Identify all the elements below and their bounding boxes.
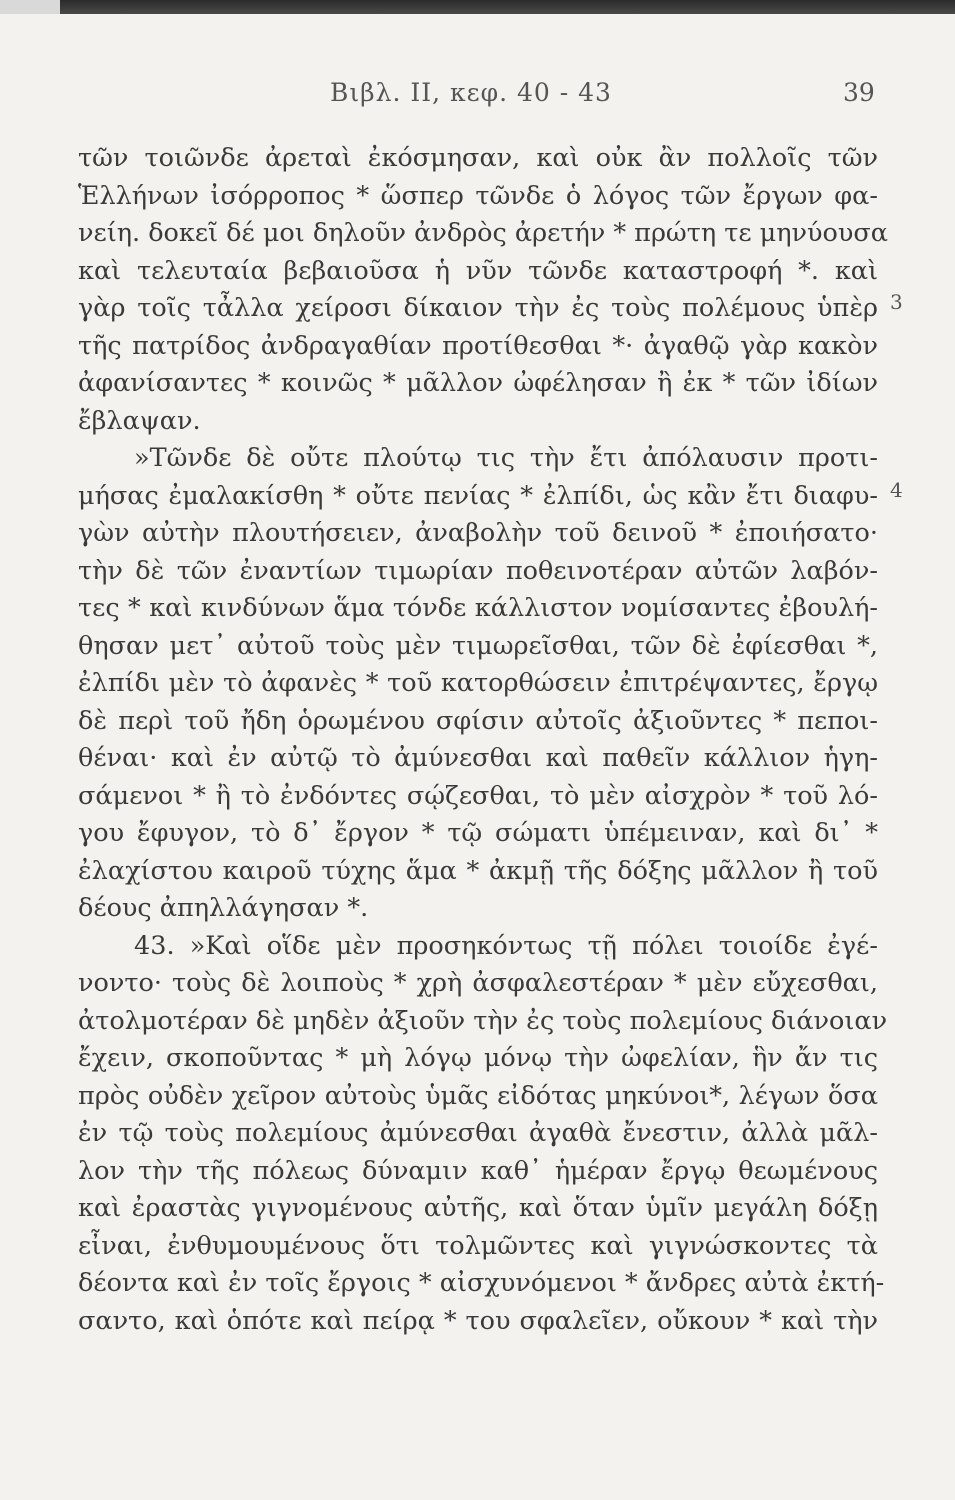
text-line: τες * καὶ κινδύνων ἅμα τόνδε κάλλιστον νομίσαντες ἐβουλή- (78, 593, 878, 623)
margin-section-number: 3 (890, 290, 903, 314)
text-line: ἐλαχίστου καιροῦ τύχης ἅμα * ἀκμῇ τῆς δόξης μᾶλλον ἢ τοῦ (78, 855, 878, 886)
text-line: ἔχειν, σκοποῦντας * μὴ λόγῳ μόνῳ τὴν ὠφελίαν, ἣν ἄν τις (78, 1043, 878, 1073)
text-line: πρὸς οὐδὲν χεῖρον αὐτοὺς ὑμᾶς εἰδότας μηκύνοι*, λέγων ὅσα (78, 1080, 878, 1111)
text-line: ἔβλαψαν. (78, 405, 201, 436)
text-line: τῶν τοιῶνδε ἀρεταὶ ἐκόσμησαν, καὶ οὐκ ἂν πολλοῖς τῶν (78, 143, 878, 173)
text-line: 43. »Καὶ οἵδε μὲν προσηκόντως τῇ πόλει τοιοίδε ἐγέ- (134, 930, 878, 961)
text-line: καὶ ἐραστὰς γιγνομένους αὐτῆς, καὶ ὅταν ὑμῖν μεγάλη δόξῃ (78, 1193, 878, 1223)
text-line: δὲ περὶ τοῦ ἤδη ὁρωμένου σφίσιν αὐτοῖς ἀξιοῦντες * πεποι- (78, 705, 878, 736)
margin-section-number: 4 (890, 478, 903, 502)
running-head: Βιβλ. ΙΙ, κεφ. 40 - 43 (330, 78, 612, 107)
page-number: 39 (843, 78, 875, 107)
text-line: ἐλπίδι μὲν τὸ ἀφανὲς * τοῦ κατορθώσειν ἐπιτρέψαντες, ἔργῳ (78, 668, 878, 698)
text-line: δέοντα καὶ ἐν τοῖς ἔργοις * αἰσχυνόμενοι * ἄνδρες αὐτὰ ἐκτή- (78, 1268, 885, 1298)
text-line: γὰρ τοῖς τἆλλα χείροσι δίκαιον τὴν ἐς τοὺς πολέμους ὑπὲρ (78, 293, 878, 323)
text-line: λον τὴν τῆς πόλεως δύναμιν καθ᾽ ἡμέραν ἔργῳ θεωμένους (78, 1155, 878, 1186)
text-line: θέναι· καὶ ἐν αὐτῷ τὸ ἀμύνεσθαι καὶ παθεῖν κάλλιον ἡγη- (78, 743, 878, 773)
text-line: γου ἔφυγον, τὸ δ᾽ ἔργον * τῷ σώματι ὑπέμειναν, καὶ δι᾽ * (78, 818, 878, 848)
text-line: τὴν δὲ τῶν ἐναντίων τιμωρίαν ποθεινοτέραν αὐτῶν λαβόν- (78, 555, 878, 586)
text-line: τῆς πατρίδος ἀνδραγαθίαν προτίθεσθαι *· ἀγαθῷ γὰρ κακὸν (78, 330, 878, 361)
text-line: »Τῶνδε δὲ οὔτε πλούτῳ τις τὴν ἔτι ἀπόλαυσιν προτι- (134, 443, 878, 473)
text-line: νείη. δοκεῖ δέ μοι δηλοῦν ἀνδρὸς ἀρετήν * πρώτη τε μηνύουσα (78, 218, 888, 248)
page-header (0, 78, 955, 112)
text-line: μήσας ἐμαλακίσθη * οὔτε πενίας * ἐλπίδι, ὡς κἂν ἔτι διαφυ- (78, 480, 878, 511)
scan-top-edge (0, 0, 955, 14)
text-line: σαντο, καὶ ὁπότε καὶ πείρᾳ * του σφαλεῖεν, οὔκουν * καὶ τὴν (78, 1305, 878, 1336)
text-line: θησαν μετ᾽ αὐτοῦ τοὺς μὲν τιμωρεῖσθαι, τῶν δὲ ἐφίεσθαι *, (78, 630, 878, 661)
text-line: εἶναι, ἐνθυμουμένους ὅτι τολμῶντες καὶ γιγνώσκοντες τὰ (78, 1230, 878, 1261)
text-line: ἀφανίσαντες * κοινῶς * μᾶλλον ὠφέλησαν ἢ ἐκ * τῶν ἰδίων (78, 368, 878, 398)
text-line: γὼν αὐτὴν πλουτήσειεν, ἀναβολὴν τοῦ δεινοῦ * ἐποιήσατο· (78, 518, 878, 548)
text-line: δέους ἀπηλλάγησαν *. (78, 893, 369, 923)
text-line: Ἑλλήνων ἰσόρροπος * ὥσπερ τῶνδε ὁ λόγος τῶν ἔργων φα- (78, 180, 878, 211)
text-line: καὶ τελευταία βεβαιοῦσα ἡ νῦν τῶνδε καταστροφή *. καὶ (78, 255, 878, 286)
text-line: σάμενοι * ἢ τὸ ἐνδόντες σῴζεσθαι, τὸ μὲν αἰσχρὸν * τοῦ λό- (78, 780, 878, 811)
text-line: ἀτολμοτέραν δὲ μηδὲν ἀξιοῦν τὴν ἐς τοὺς πολεμίους διάνοιαν (78, 1005, 888, 1036)
body-text (78, 140, 888, 1340)
text-line: ἐν τῷ τοὺς πολεμίους ἀμύνεσθαι ἀγαθὰ ἔνεστιν, ἀλλὰ μᾶλ- (78, 1118, 878, 1148)
text-line: νοντο· τοὺς δὲ λοιποὺς * χρὴ ἀσφαλεστέραν * μὲν εὔχεσθαι, (78, 968, 878, 998)
